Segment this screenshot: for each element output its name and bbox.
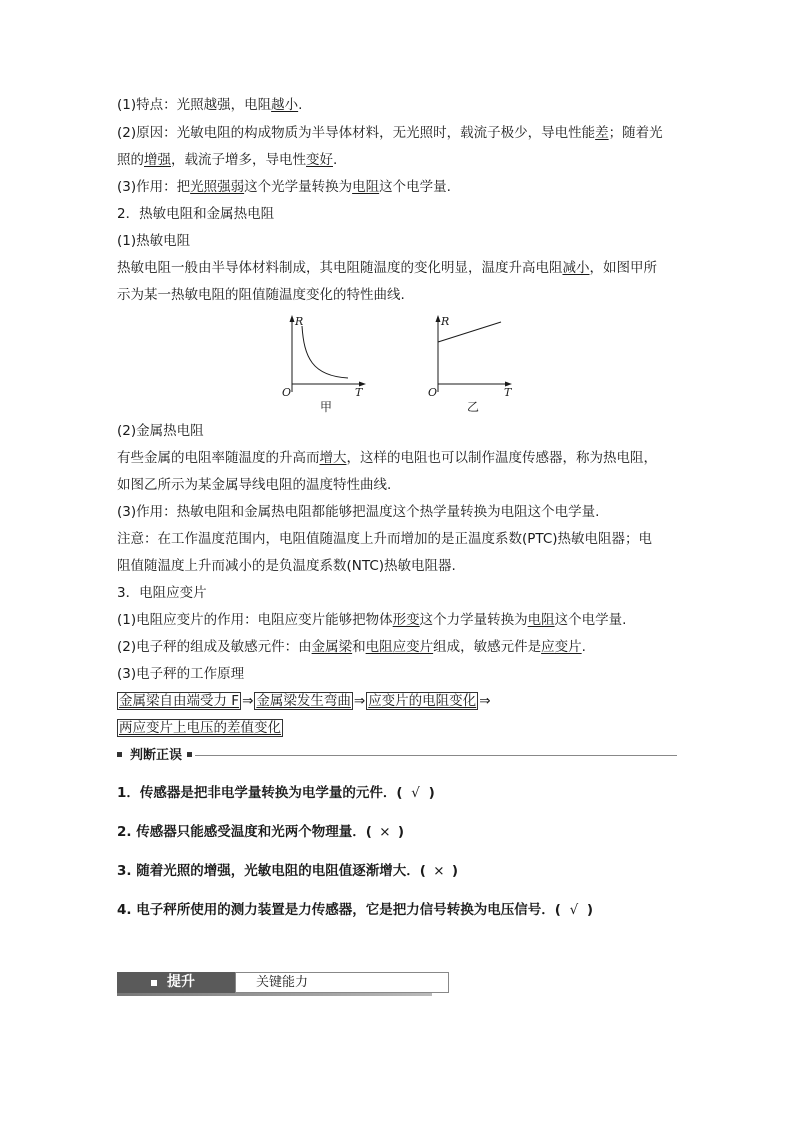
flow-step-force: 金属梁自由端受力 F bbox=[119, 693, 240, 709]
check-icon: √ bbox=[569, 902, 579, 918]
origin-label: O bbox=[428, 386, 438, 399]
blank-answer: 越小 bbox=[271, 97, 299, 113]
photoresistor-reason-line1 bbox=[117, 123, 663, 143]
banner-dark-label: 提升 bbox=[167, 974, 195, 990]
paren: ) bbox=[586, 902, 594, 918]
x-axis-label: T bbox=[504, 386, 512, 399]
text: ，如图甲所 bbox=[589, 260, 657, 276]
section3-heading: 3．电阻应变片 bbox=[117, 585, 207, 601]
text: (2)原因：光敏电阻的构成物质为半导体材料，无光照时，载流子极少，导电性能 bbox=[117, 125, 596, 141]
text: 有些金属的电阻率随温度的升高而 bbox=[117, 450, 320, 466]
scale-composition bbox=[117, 637, 586, 657]
judge-item-3 bbox=[117, 861, 458, 881]
square-bullet-icon bbox=[187, 752, 192, 757]
photoresistor-function bbox=[117, 177, 451, 197]
thermistor-text-line1 bbox=[117, 258, 657, 278]
banner-underline bbox=[117, 993, 432, 996]
divider bbox=[195, 755, 677, 756]
banner-light-label: 关键能力 bbox=[256, 975, 309, 990]
judge-title: 判断正误 bbox=[130, 748, 183, 763]
judge-item-1 bbox=[117, 783, 435, 803]
question-text: 4. 电子秤所使用的测力装置是力传感器，它是把力信号转换为电压信号．( bbox=[117, 902, 561, 918]
scale-principle-heading: (3)电子秤的工作原理 bbox=[117, 666, 245, 682]
judge-item-4 bbox=[117, 900, 593, 920]
thermistor-text-line2: 示为某一热敏电阻的阻值随温度变化的特性曲线. bbox=[117, 287, 405, 303]
banner-light-tab bbox=[235, 972, 449, 993]
judge-item-2 bbox=[117, 822, 404, 842]
strain-gauge-function bbox=[117, 610, 626, 630]
check-icon: √ bbox=[411, 785, 420, 801]
text: (2)电子秤的组成及敏感元件：由 bbox=[117, 639, 312, 655]
text: . bbox=[333, 152, 338, 168]
thermal-function: (3)作用：热敏电阻和金属热电阻都能够把温度这个热学量转换为电阻这个电学量. bbox=[117, 504, 600, 520]
question-text: 2. 传感器只能感受温度和光两个物理量．( bbox=[117, 824, 372, 840]
square-bullet-icon bbox=[117, 752, 122, 757]
blank-answer: 增大 bbox=[319, 450, 347, 466]
y-axis-arrow-icon bbox=[436, 315, 441, 322]
y-axis-label: R bbox=[441, 315, 450, 328]
x-axis-label: T bbox=[355, 386, 363, 399]
text: (3)作用：把 bbox=[117, 179, 191, 195]
text: . bbox=[298, 97, 303, 113]
text: ；随着光 bbox=[608, 125, 663, 141]
blank-answer: 电阻应变片 bbox=[365, 639, 434, 655]
paren: ) bbox=[397, 824, 405, 840]
blank-answer: 应变片 bbox=[541, 639, 582, 655]
decreasing-curve bbox=[302, 326, 348, 378]
flow-step-resistance-change: 应变片的电阻变化 bbox=[368, 693, 477, 709]
photoresistor-reason-line2 bbox=[117, 150, 337, 170]
blank-answer: 增强 bbox=[144, 152, 171, 168]
text: 这个力学量转换为 bbox=[419, 612, 528, 628]
text: 组成，敏感元件是 bbox=[433, 639, 542, 655]
question-text: 3. 随着光照的增强，光敏电阻的电阻值逐渐增大．( bbox=[117, 863, 426, 879]
blank-answer: 差 bbox=[595, 125, 609, 141]
graph-thermistor bbox=[280, 312, 370, 406]
blank-answer: 光照强弱 bbox=[190, 179, 245, 195]
blank-answer: 金属梁 bbox=[311, 639, 353, 655]
text: ，载流子增多，导电性 bbox=[171, 152, 306, 168]
blank-answer: 形变 bbox=[392, 612, 420, 628]
flow-step-voltage-difference: 两应变片上电压的差值变化 bbox=[119, 720, 281, 736]
thermistor-subheading: (1)热敏电阻 bbox=[117, 233, 191, 249]
cross-icon: × bbox=[433, 863, 445, 879]
metal-resistor-text-line2: 如图乙所示为某金属导线电阻的温度特性曲线. bbox=[117, 477, 392, 493]
origin-label: O bbox=[282, 386, 292, 399]
flow-arrow-icon: ⇒ bbox=[353, 693, 366, 709]
graph-metal-resistor bbox=[426, 312, 526, 406]
scale-flow-line1 bbox=[117, 691, 492, 711]
paren: ) bbox=[428, 785, 435, 801]
cross-icon: × bbox=[379, 824, 391, 840]
text: 照的 bbox=[117, 152, 144, 168]
section-banner bbox=[117, 972, 432, 996]
flow-arrow-icon: ⇒ bbox=[242, 693, 254, 709]
y-axis-arrow-icon bbox=[290, 315, 295, 322]
paren: ) bbox=[451, 863, 459, 879]
flow-step-bend: 金属梁发生弯曲 bbox=[256, 693, 351, 709]
section2-heading: 2．热敏电阻和金属热电阻 bbox=[117, 206, 275, 222]
graph-b-caption: 乙 bbox=[467, 400, 480, 414]
y-axis-label: R bbox=[295, 315, 304, 328]
banner-dark-tab bbox=[117, 972, 235, 993]
text: 这个电学量. bbox=[554, 612, 627, 628]
text: (1)特点：光照越强，电阻 bbox=[117, 97, 272, 113]
note-line2: 阻值随温度上升而减小的是负温度系数(NTC)热敏电阻器. bbox=[117, 558, 456, 574]
text: . bbox=[581, 639, 586, 655]
blank-answer: 减小 bbox=[562, 260, 590, 276]
text: 和 bbox=[352, 639, 366, 655]
graph-a-caption: 甲 bbox=[320, 400, 333, 414]
blank-answer: 电阻 bbox=[527, 612, 555, 628]
question-text: 1．传感器是把非电学量转换为电学量的元件．( bbox=[117, 785, 403, 801]
text: 这个电学量. bbox=[379, 179, 451, 195]
text: 热敏电阻一般由半导体材料制成，其电阻随温度的变化明显，温度升高电阻 bbox=[117, 260, 563, 276]
scale-flow-line2 bbox=[117, 718, 283, 738]
note-line1: 注意：在工作温度范围内，电阻值随温度上升而增加的是正温度系数(PTC)热敏电阻器；电 bbox=[117, 531, 653, 547]
text: (1)电阻应变片的作用：电阻应变片能够把物体 bbox=[117, 612, 393, 628]
text: ，这样的电阻也可以制作温度传感器，称为热电阻， bbox=[346, 450, 657, 466]
text: 这个光学量转换为 bbox=[244, 179, 353, 195]
square-bullet-icon bbox=[151, 980, 157, 986]
blank-answer: 变好 bbox=[306, 152, 333, 168]
blank-answer: 电阻 bbox=[352, 179, 380, 195]
metal-resistor-text-line1 bbox=[117, 448, 657, 468]
photoresistor-feature bbox=[117, 95, 302, 115]
metal-resistor-subheading: (2)金属热电阻 bbox=[117, 423, 204, 439]
judge-section-header bbox=[117, 746, 677, 766]
flow-arrow-icon: ⇒ bbox=[479, 693, 491, 709]
